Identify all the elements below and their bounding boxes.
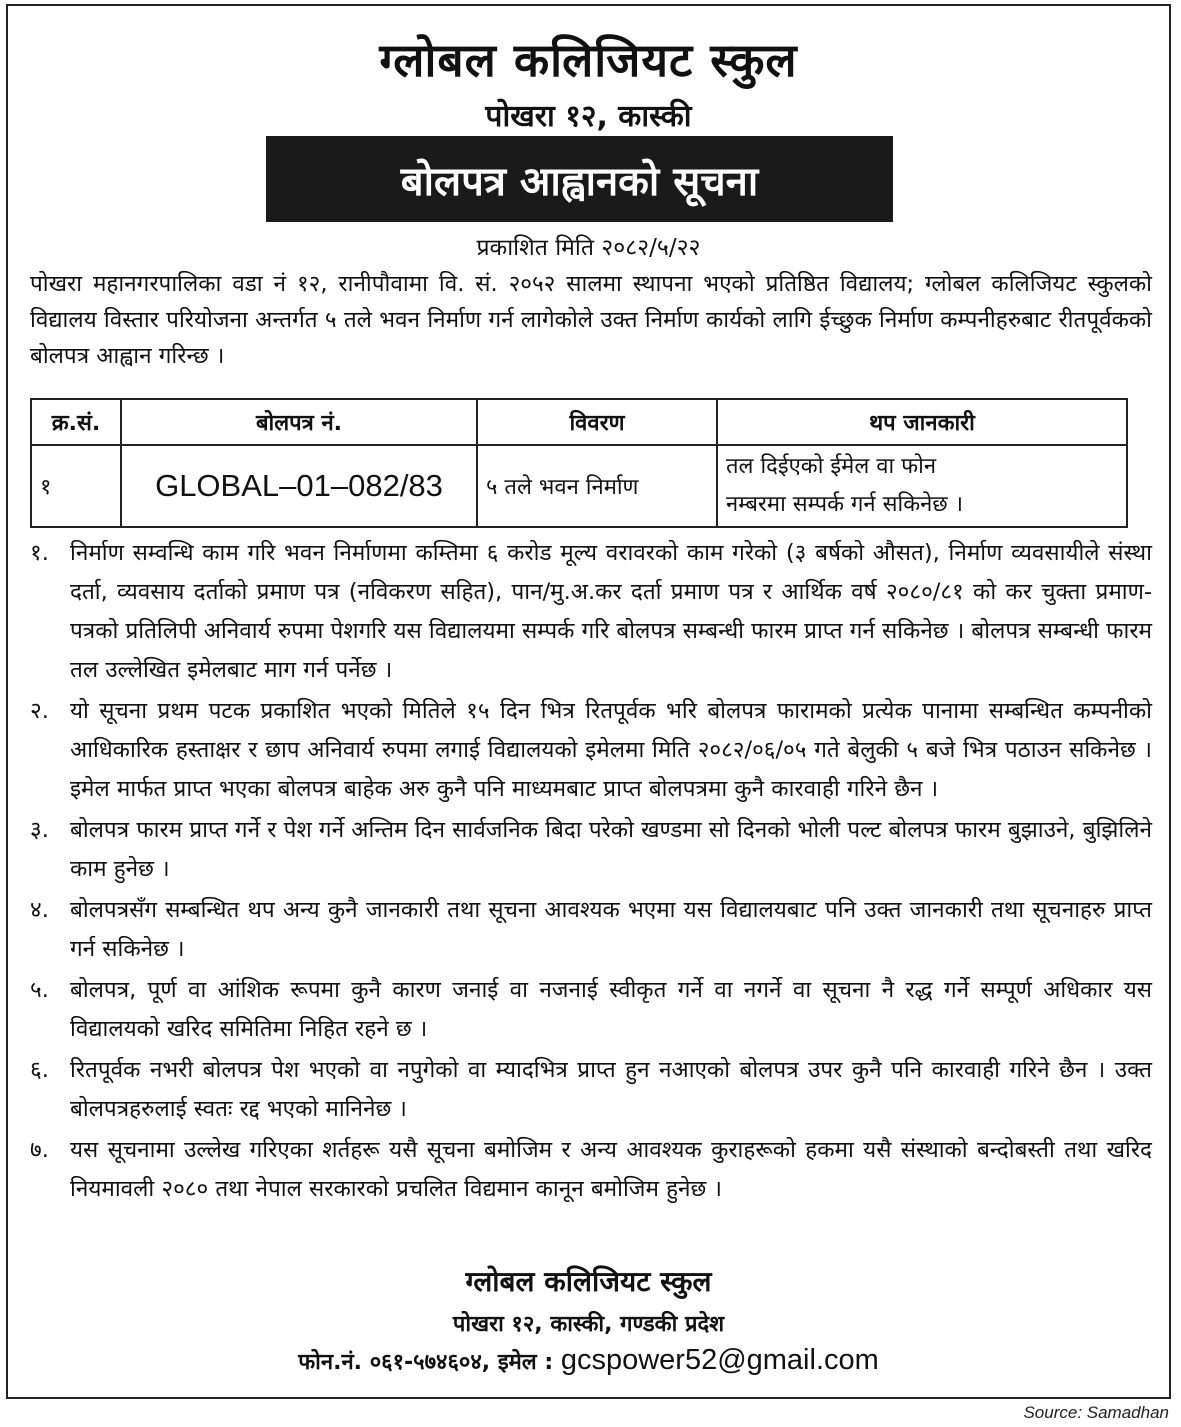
- info-line: नम्बरमा सम्पर्क गर्न सकिनेछ ।: [726, 492, 964, 517]
- term-number: ३.: [30, 817, 49, 843]
- list-item: [30, 1051, 1152, 1129]
- footer-school-name: ग्लोबल कलिजियट स्कुल: [465, 1265, 712, 1298]
- cell-description: ५ तले भवन निर्माण: [477, 445, 717, 527]
- school-name: ग्लोबल कलिजियट स्कुल: [379, 33, 798, 87]
- school-address: पोखरा १२, कास्की: [485, 99, 692, 134]
- term-text: बोलपत्र, पूर्ण वा आंशिक रूपमा कुनै कारण जनाई वा नजनाई स्वीकृत गर्ने वा नगर्ने वा सूचना नै रद्ध गर्ने सम्पूर्ण अधिकार यस विद्यालयको खरिद समितिमा निहित रहने छ ।: [70, 977, 1152, 1042]
- term-number: ६.: [30, 1057, 49, 1083]
- term-number: २.: [30, 698, 49, 724]
- list-item: [30, 971, 1152, 1049]
- list-item: [30, 692, 1152, 809]
- list-item: [30, 1131, 1152, 1209]
- cell-tender-no: GLOBAL–01–082/83: [121, 445, 477, 527]
- term-number: ७.: [30, 1137, 49, 1163]
- source-credit: Source: Samadhan: [1023, 1403, 1169, 1422]
- table-row: [31, 445, 1127, 527]
- list-item: [30, 811, 1152, 889]
- cell-info: [717, 445, 1127, 527]
- notice-title: बोलपत्र आह्वानको सूचना: [400, 158, 759, 205]
- term-text: बोलपत्रसँग सम्बन्धित थप अन्य कुनै जानकारी तथा सूचना आवश्यक भएमा यस विद्यालयबाट पनि उक्त जानकारी तथा सूचनाहरु प्राप्त गर्न सकिनेछ ।: [70, 897, 1152, 962]
- footer-address: पोखरा १२, कास्की, गण्डकी प्रदेश: [452, 1312, 725, 1337]
- notice-title-banner: [266, 136, 893, 222]
- column-header-description: विवरण: [477, 399, 717, 445]
- term-text: निर्माण सम्वन्धि काम गरि भवन निर्माणमा कम्तिमा ६ करोड मूल्य वरावरको काम गरेको (३ बर्षको औसत), निर्माण व्यवसायीले संस्था दर्ता, व्यवसाय दर्ताको प्रमाण पत्र (नविकरण सहित), पान/मु.अ.कर दर्ता प्रमाण पत्र र आर्थिक वर्ष २०८०/८१ को कर चुक्ता प्रमाण-पत्रको प्रतिलिपी अनिवार्य रुपमा पेशगरि यस विद्यालयमा सम्पर्क गरि बोलपत्र सम्बन्धी फारम प्राप्त गर्न सकिनेछ । बोलपत्र सम्बन्धी फारम तल उल्लेखित इमेलबाट माग गर्न पर्नेछ ।: [70, 540, 1152, 683]
- term-number: ४.: [30, 897, 49, 923]
- list-item: [30, 891, 1152, 969]
- column-header-info: थप जानकारी: [717, 399, 1127, 445]
- published-date: प्रकाशित मिति २०८२/५/२२: [476, 235, 701, 261]
- table-header-row: [31, 399, 1127, 445]
- phone-number: ०६१-५७४६०४,: [369, 1350, 491, 1375]
- cell-sn: १: [31, 445, 121, 527]
- column-header-tender-no: बोलपत्र नं.: [121, 399, 477, 445]
- column-header-sn: क्र.सं.: [31, 399, 121, 445]
- tender-table: [30, 398, 1128, 528]
- term-text: बोलपत्र फारम प्राप्त गर्ने र पेश गर्ने अन्तिम दिन सार्वजनिक बिदा परेको खण्डमा सो दिनको भोली पल्ट बोलपत्र फारम बुझाउने, बुझिलिने काम हुनेछ ।: [70, 817, 1152, 882]
- term-number: १.: [30, 540, 49, 566]
- intro-paragraph: पोखरा महानगरपालिका वडा नं १२, रानीपौवामा वि. सं. २०५२ सालमा स्थापना भएको प्रतिष्ठित विद्यालय; ग्लोबल कलिजियट स्कुलको विद्यालय विस्तार परियोजना अन्तर्गत ५ तले भवन निर्माण गर्न लागेकोले उक्त निर्माण कार्यको लागि ईच्छुक निर्माण कम्पनीहरुबाट रीतपूर्वकको बोलपत्र आह्वान गरिन्छ ।: [30, 271, 1152, 369]
- terms-list: [30, 534, 1152, 1211]
- phone-label: फोन.नं.: [298, 1350, 363, 1375]
- email-label: इमेल :: [497, 1350, 554, 1375]
- term-text: यो सूचना प्रथम पटक प्रकाशित भएको मितिले १५ दिन भित्र रितपूर्वक भरि बोलपत्र फारामको प्रत्येक पानामा सम्बन्धित कम्पनीको आधिकारिक हस्ताक्षर र छाप अनिवार्य रुपमा लगाई विद्यालयको इमेलमा मिति २०८२/०६/०५ गते बेलुकी ५ बजे भित्र पठाउन सकिनेछ । इमेल मार्फत प्राप्त भएका बोलपत्र बाहेक अरु कुनै पनि माध्यमबाट प्राप्त बोलपत्रमा कुनै कारवाही गरिने छैन ।: [70, 698, 1152, 802]
- email-address: gcspower52@gmail.com: [560, 1344, 879, 1376]
- term-text: यस सूचनामा उल्लेख गरिएका शर्तहरू यसै सूचना बमोजिम र अन्य आवश्यक कुराहरूको हकमा यसै संस्थाको बन्दोबस्ती तथा खरिद नियमावली २०८० तथा नेपाल सरकारको प्रचलित विद्यमान कानून बमोजिम हुनेछ ।: [70, 1137, 1152, 1202]
- info-line: तल दिईएको ईमेल वा फोन: [726, 454, 937, 479]
- footer-contact: [6, 1344, 1171, 1377]
- list-item: [30, 534, 1152, 690]
- term-text: रितपूर्वक नभरी बोलपत्र पेश भएको वा नपुगेको वा म्यादभित्र प्राप्त हुन नआएको बोलपत्र उपर कुनै पनि कारवाही गरिने छैन । उक्त बोलपत्रहरुलाई स्वतः रद्द भएको मानिनेछ ।: [70, 1057, 1152, 1122]
- term-number: ५.: [30, 977, 49, 1003]
